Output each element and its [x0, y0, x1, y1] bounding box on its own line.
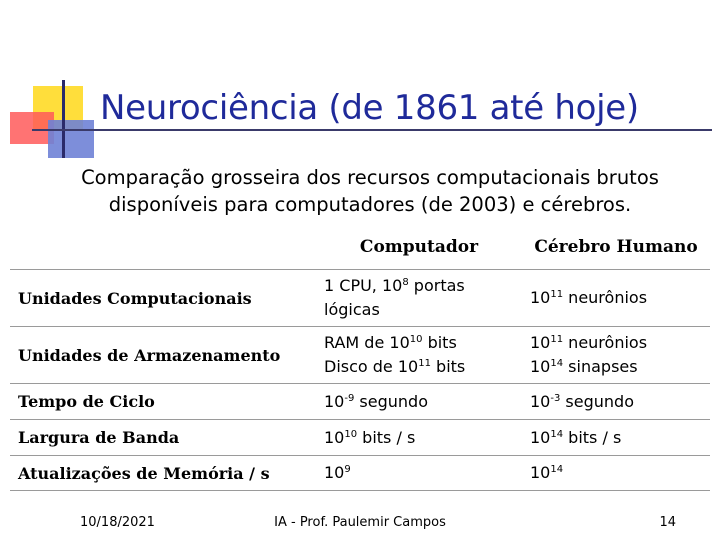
- brain-value: $10^{14}$: [522, 456, 710, 491]
- decor-blue-square: [48, 120, 94, 158]
- computer-value: $10^9$: [316, 456, 522, 491]
- row-label: Unidades de Armazenamento: [10, 327, 316, 384]
- computer-value: 1 CPU, $10^8$ portas lógicas: [316, 270, 522, 327]
- row-label: Largura de Banda: [10, 420, 316, 456]
- brain-value: $10^{-3}$ segundo: [522, 384, 710, 420]
- row-label: Atualizações de Memória / s: [10, 456, 316, 491]
- computer-value: $10^{-9}$ segundo: [316, 384, 522, 420]
- slide-subtitle: Comparação grosseira dos recursos computacionais brutos disponíveis para computadores (de 2003) e cérebros.: [81, 166, 659, 216]
- table-row: [10, 420, 710, 456]
- footer-author: IA - Prof. Paulemir Campos: [274, 515, 446, 530]
- brain-value: $10^{14}$ bits / s: [522, 420, 710, 456]
- row-label: Unidades Computacionais: [10, 270, 316, 327]
- table-header-row: [10, 225, 710, 270]
- row-label: Tempo de Ciclo: [10, 384, 316, 420]
- slide-title: Neurociência (de 1861 até hoje): [100, 88, 639, 128]
- header-empty: [10, 225, 316, 270]
- table-row: [10, 384, 710, 420]
- table-row: [10, 270, 710, 327]
- page-number: 14: [659, 515, 676, 530]
- header-brain: Cérebro Humano: [534, 237, 698, 257]
- table-row: [10, 327, 710, 384]
- computer-value: RAM de $10^{10}$ bits Disco de $10^{11}$ bits: [316, 327, 522, 384]
- brain-value: $10^{11}$ neurônios: [522, 270, 710, 327]
- header-computer: Computador: [359, 237, 479, 257]
- footer-date: 10/18/2021: [80, 515, 155, 530]
- comparison-table: [10, 225, 710, 491]
- brain-value: $10^{11}$ neurônios $10^{14}$ sinapses: [522, 327, 710, 384]
- table-row: [10, 456, 710, 491]
- computer-value: $10^{10}$ bits / s: [316, 420, 522, 456]
- title-underline: [32, 129, 712, 131]
- decor-vertical-line: [62, 80, 65, 158]
